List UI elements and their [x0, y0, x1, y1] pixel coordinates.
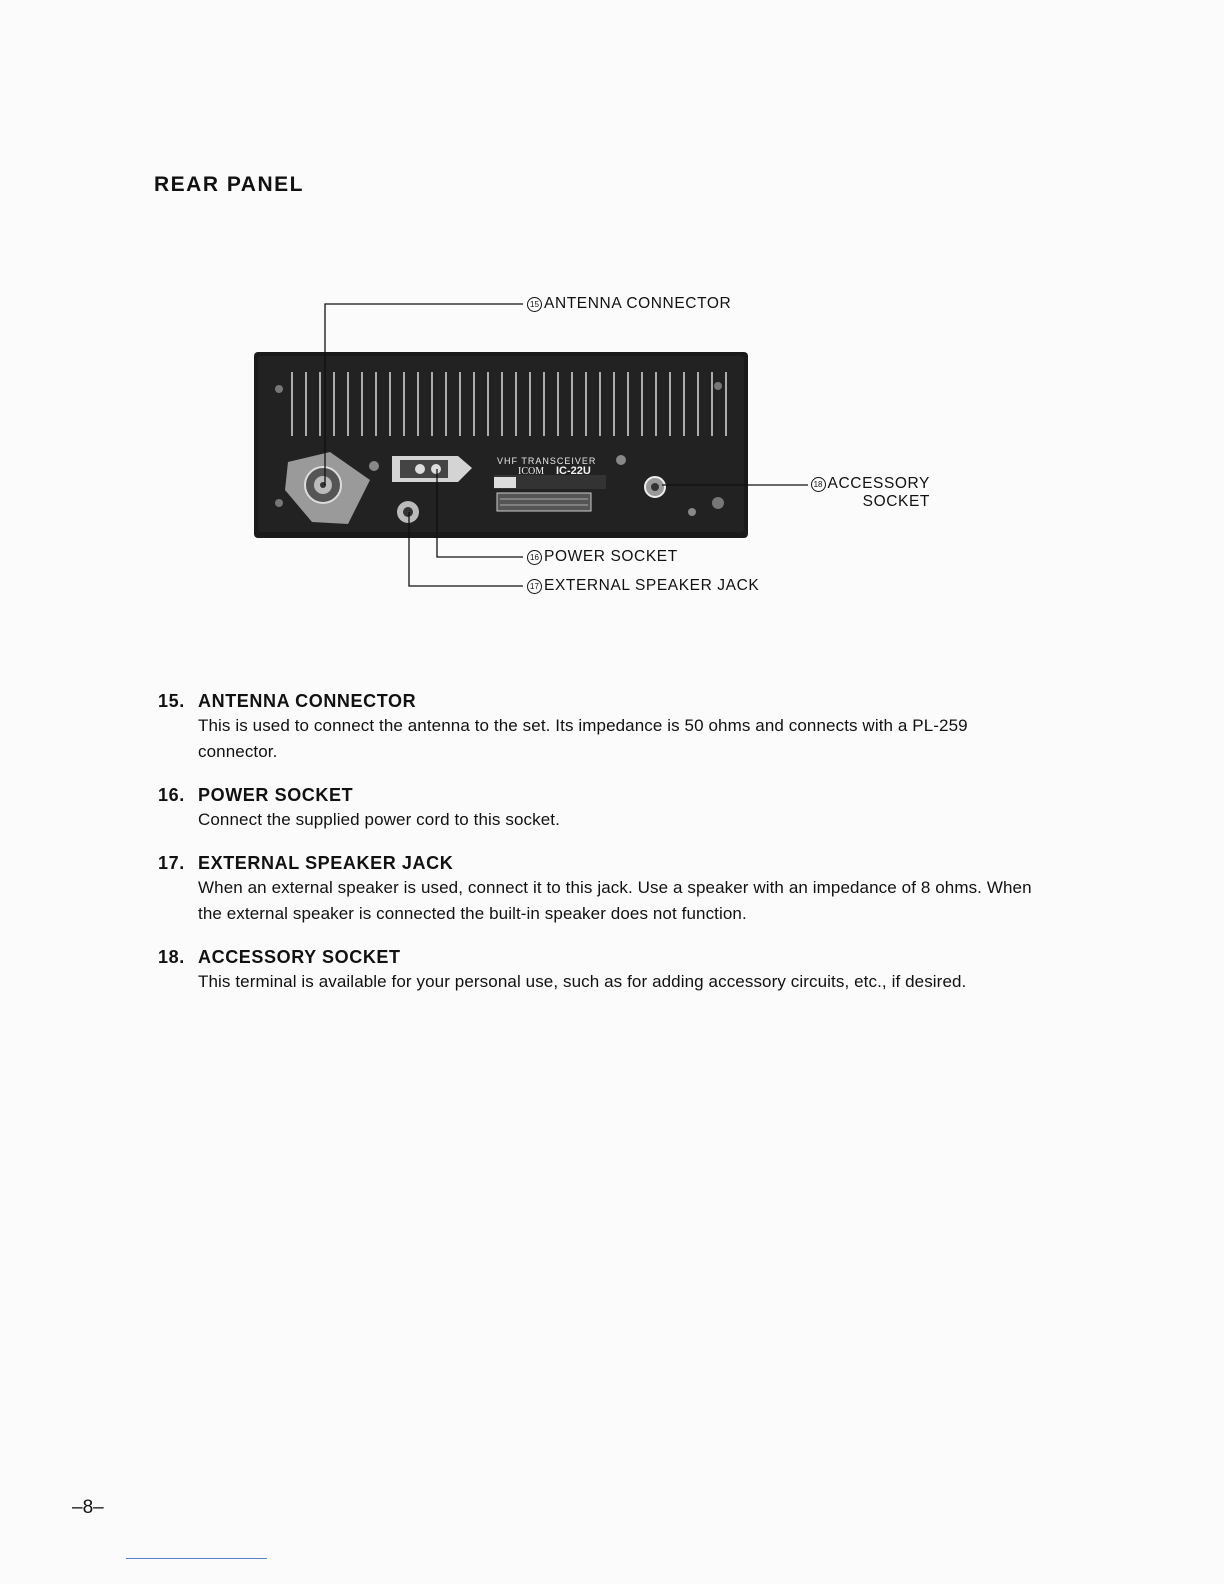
callout-number: 17 — [527, 579, 542, 594]
item-heading — [158, 851, 1038, 875]
panel-brand-text: ICOM — [518, 466, 545, 477]
page-number: –8– — [72, 1497, 104, 1518]
label-plate — [488, 475, 606, 511]
item-number: 15. — [158, 691, 185, 711]
list-item — [158, 783, 1038, 833]
item-title: ACCESSORY SOCKET — [198, 947, 401, 967]
item-title: ANTENNA CONNECTOR — [198, 691, 417, 711]
accessory-socket — [645, 477, 665, 497]
panel-model-text: IC-22U — [556, 465, 591, 477]
item-number: 17. — [158, 853, 185, 873]
rear-panel-figure — [0, 0, 1224, 640]
callout-number: 16 — [527, 550, 542, 565]
panel-vhf-text: VHF TRANSCEIVER — [497, 456, 597, 466]
list-item — [158, 689, 1038, 765]
callout-label: POWER SOCKET — [544, 548, 678, 565]
item-heading — [158, 783, 1038, 807]
callout-speaker-jack — [527, 577, 759, 595]
callout-accessory-socket — [810, 475, 930, 511]
callout-label: EXTERNAL SPEAKER JACK — [544, 577, 760, 594]
footer-divider — [126, 1558, 267, 1559]
callout-number: 18 — [811, 477, 826, 492]
callout-label-line2: SOCKET — [862, 493, 930, 510]
list-item — [158, 851, 1038, 927]
callout-antenna-connector — [527, 295, 731, 313]
speaker-jack — [397, 501, 419, 523]
item-title: EXTERNAL SPEAKER JACK — [198, 853, 454, 873]
callout-label: ACCESSORY — [827, 475, 930, 492]
item-number: 18. — [158, 947, 185, 967]
list-item — [158, 945, 1038, 995]
page-title: REAR PANEL — [154, 173, 304, 196]
item-body: This terminal is available for your personal use, such as for adding accessory circuits, etc., if desired. — [198, 972, 967, 991]
item-title: POWER SOCKET — [198, 785, 354, 805]
callout-number: 15 — [527, 297, 542, 312]
item-body: This is used to connect the antenna to the set. Its impedance is 50 ohms and connects with a PL-259 connector. — [198, 716, 968, 761]
item-heading — [158, 689, 1038, 713]
item-number: 16. — [158, 785, 185, 805]
item-body: Connect the supplied power cord to this socket. — [198, 810, 560, 829]
description-list — [158, 689, 1038, 1013]
item-heading — [158, 945, 1038, 969]
rear-panel-photo — [254, 352, 748, 538]
power-socket — [392, 456, 472, 482]
callout-label: ANTENNA CONNECTOR — [544, 295, 732, 312]
item-body: When an external speaker is used, connect it to this jack. Use a speaker with an impedance of 8 ohms. When the external speaker is connected the built-in speaker does not function. — [198, 878, 1032, 923]
callout-power-socket — [527, 548, 678, 566]
